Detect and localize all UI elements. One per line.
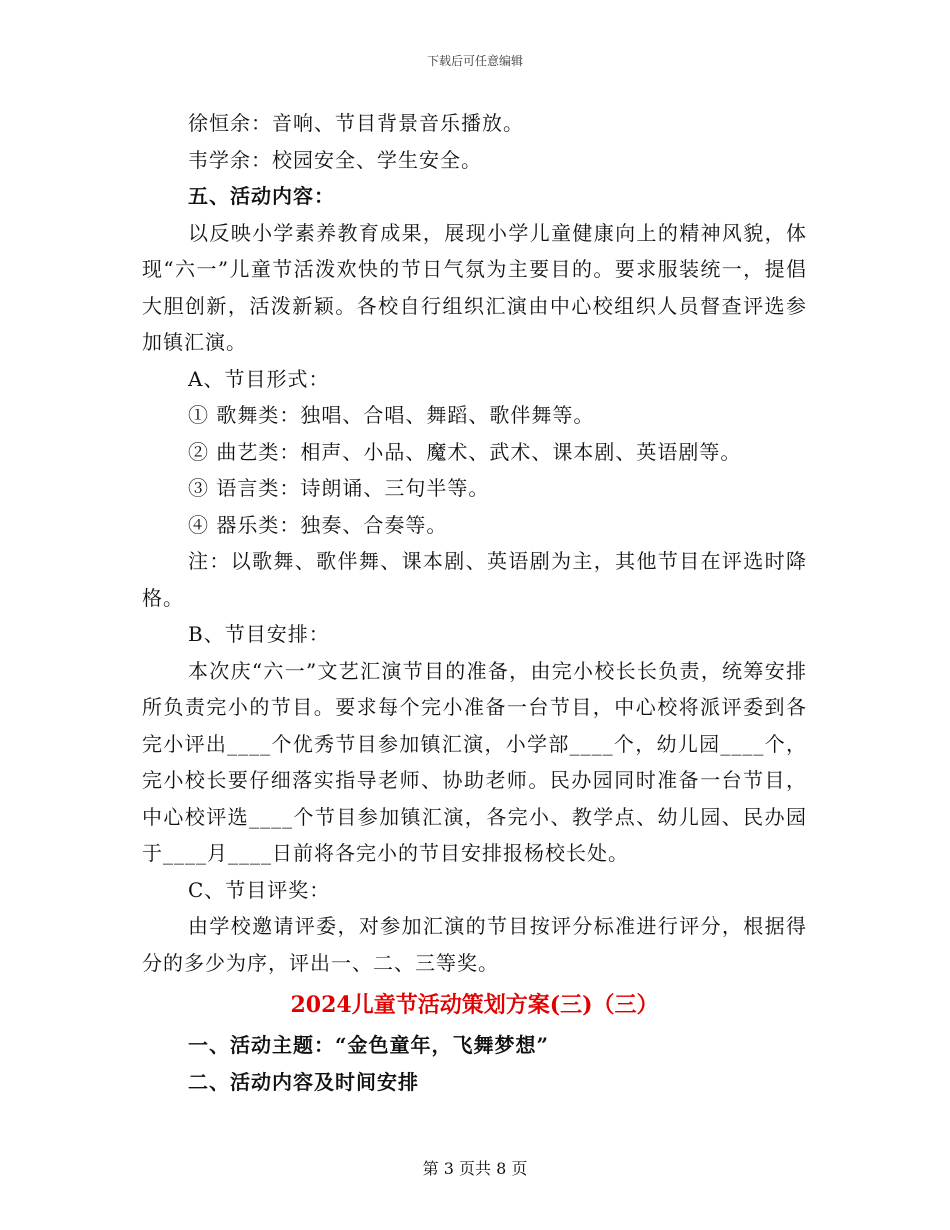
heading-program-arrangement: B、节目安排： [188,622,330,646]
heading-activity-theme: 一、活动主题：“金色童年，飞舞梦想” [188,1033,550,1057]
paragraph-note: 注：以歌舞、歌伴舞、课本剧、英语剧为主，其他节目在评选时降格。 [142,549,807,610]
list-item-quyi: ② 曲艺类：相声、小品、魔术、武术、课本剧、英语剧等。 [188,439,742,464]
section-title: 2024儿童节活动策划方案(三)（三） [290,992,659,1018]
paragraph-program-award: 由学校邀请评委，对参加汇演的节目按评分标准进行评分，根据得分的多少为序，评出一、二、三等奖。 [142,914,807,975]
paragraph-safety: 韦学余：校园安全、学生安全。 [188,147,482,172]
heading-program-award: C、节目评奖： [188,877,331,902]
document-body [142,105,807,1100]
paragraph-audio: 徐恒余：音响、节目背景音乐播放。 [188,111,524,135]
paragraph-activity-purpose: 以反映小学素养教育成果，展现小学儿童健康向上的精神风貌，体现“六一”儿童节活泼欢快的节日气氛为主要目的。要求服装统一，提倡大胆创新，活泼新颖。各校自行组织汇演由中心校组织人员督查评选参加镇汇演。 [142,220,807,354]
page-footer: 第 3 页共 8 页 [422,1159,528,1178]
list-item-instrument: ④ 器乐类：独奏、合奏等。 [188,512,448,537]
paragraph-program-arrangement: 本次庆“六一”文艺汇演节目的准备，由完小校长长负责，统筹安排所负责完小的节目。要求每个完小准备一台节目，中心校将派评委到各完小评出____个优秀节目参加镇汇演，小学部____个，幼儿园____个，完小校长要仔细落实指导老师、协助老师。民办园同时准备一台节目，中心校评选____个节目参加镇汇演，各完小、教学点、幼儿园、民办园于____月____日前将各完小的节目安排报杨校长处。 [142,658,807,865]
heading-activity-schedule: 二、活动内容及时间安排 [188,1069,419,1094]
heading-activity-content: 五、活动内容： [188,184,335,208]
page-header: 下载后可任意编辑 [426,54,523,68]
list-item-language: ③ 语言类：诗朗诵、三句半等。 [188,476,490,500]
list-item-song-dance: ① 歌舞类：独唱、合唱、舞蹈、歌伴舞等。 [188,403,595,427]
heading-program-form: A、节目形式： [188,366,330,391]
